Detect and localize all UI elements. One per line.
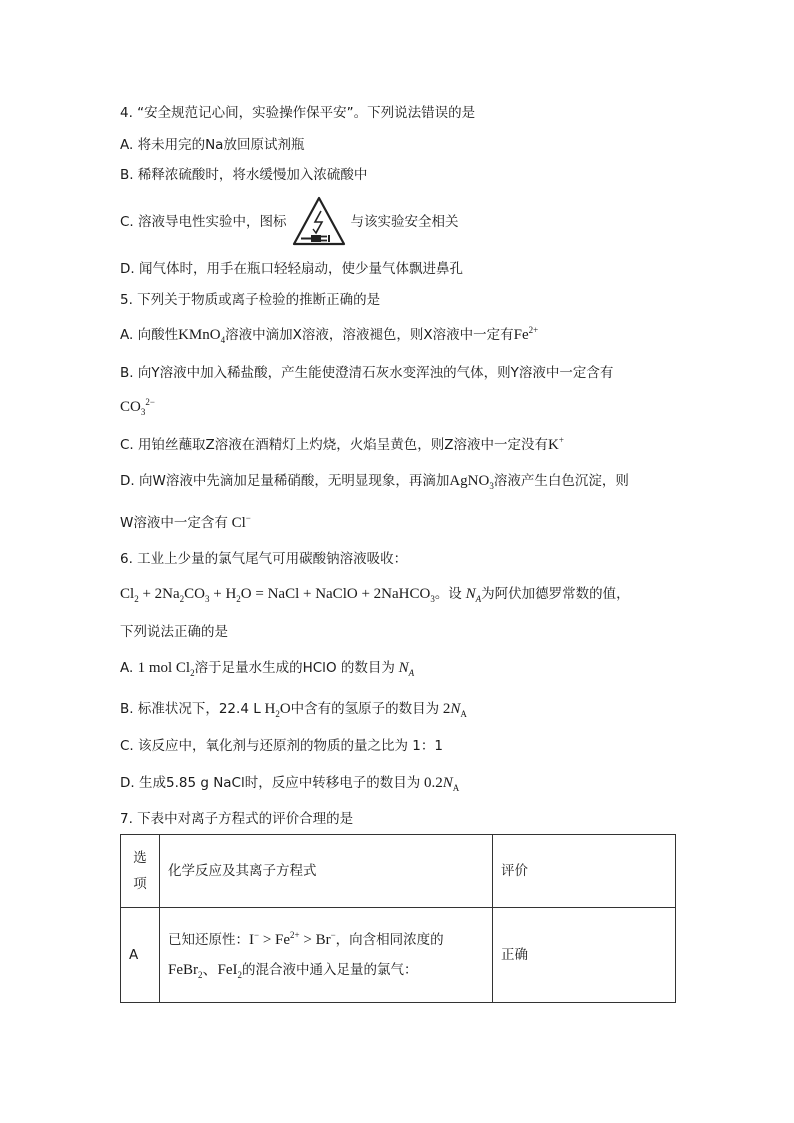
q5-option-d2-text: W溶液中一定含有	[120, 515, 228, 531]
q7-stem: 7. 下表中对离子方程式的评价合理的是	[120, 811, 354, 827]
q5-option-d-post: 溶液产生白色沉淀，则	[493, 473, 629, 489]
electric-hazard-icon	[291, 195, 347, 249]
header-reaction: 化学反应及其离子方程式	[160, 835, 493, 908]
table-row	[121, 908, 676, 1003]
q4-option-c-pre: C. 溶液导电性实验中，图标	[120, 214, 287, 230]
row-a-line1-post: ，向含相同浓度的	[335, 932, 444, 948]
q6-option-a	[120, 659, 414, 677]
q6-equation-line	[120, 585, 630, 603]
q5-stem: 5. 下列关于物质或离子检验的推断正确的是	[120, 292, 381, 308]
q6-option-b	[120, 700, 467, 718]
q4-option-d: D. 闻气体时，用手在瓶口轻轻扇动，使少量气体飘进鼻孔	[120, 261, 463, 277]
q5-option-a	[120, 326, 538, 344]
row-a-line2-post: 的混合液中通入足量的氯气：	[242, 962, 418, 978]
symbol-02na: $0.2N_A$	[420, 775, 460, 793]
q5-option-a-mid: 溶液中滴加X溶液，溶液褪色，则X溶液中一定有	[225, 327, 514, 343]
symbol-2na: $2N_A$	[439, 701, 467, 719]
formula-agno3: AgNO$_3$	[449, 473, 494, 491]
q4-option-b: B. 稀释浓硫酸时，将水缓慢加入浓硫酸中	[120, 167, 368, 183]
header-option	[121, 835, 160, 908]
symbol-na-a: $N_A$	[394, 660, 415, 678]
q6-option-a-tail: 溶于足量水生成的HClO 的数目为	[194, 660, 395, 676]
q6-stem: 6. 工业上少量的氯气尾气可用碳酸钠溶液吸收：	[120, 551, 408, 567]
q5-option-d	[120, 472, 629, 490]
q6-option-c: C. 该反应中，氧化剂与还原剂的物质的量之比为 1：1	[120, 738, 443, 754]
q5-option-c	[120, 436, 564, 454]
q6-na-note: 为阿伏加德罗常数的值，	[481, 586, 630, 602]
formula-h2o: $H_2O$	[260, 701, 291, 719]
q6-option-d	[120, 774, 459, 792]
q5-option-c-text: C. 用铂丝蘸取Z溶液在酒精灯上灼烧，火焰呈黄色，则Z溶液中一定没有	[120, 437, 549, 453]
q7-table	[120, 834, 676, 1003]
q4-option-a: A. 将未用完的Na放回原试剂瓶	[120, 137, 305, 153]
header-evaluation: 评价	[493, 835, 676, 908]
formula-kmno4: KMnO$_4$	[178, 327, 226, 345]
q6-option-b-pre: B. 标准状况下，22.4 L	[120, 701, 261, 717]
reaction-equation: $Cl_2 + 2Na_2CO_3 + H_2O$ = NaCl + NaClO + 2NaHCO$_3$	[120, 586, 435, 604]
header-option-2: 项	[133, 876, 147, 892]
q5-option-b-ion	[120, 398, 155, 416]
row-a-evaluation: 正确	[493, 908, 676, 1003]
q5-option-b: B. 向Y溶液中加入稀盐酸，产生能使澄清石灰水变浑浊的气体，则Y溶液中一定含有	[120, 365, 614, 381]
header-option-1: 选	[133, 850, 147, 866]
formula-fe2plus: $Fe^{2+}$	[513, 325, 539, 343]
q6-option-a-label: A.	[120, 660, 138, 676]
row-a-reaction	[160, 908, 493, 1003]
row-a-line1-pre: 已知还原性：	[168, 932, 249, 948]
q4-stem: 4. “安全规范记心间，实验操作保平安”。下列说法错误的是	[120, 105, 476, 121]
formula-co3: $CO_3^{2-}$	[120, 397, 155, 417]
q4-option-c-post: 与该实验安全相关	[350, 214, 459, 230]
q6-eq-tail: 。设	[434, 586, 462, 602]
formula-1molcl2: 1 mol $Cl_2$	[137, 660, 195, 678]
formula-febr2-fei2: FeBr$_2$、FeI$_2$	[168, 962, 242, 980]
q4-option-c	[120, 195, 459, 249]
q5-option-d-pre: D. 向W溶液中先滴加足量稀硝酸，无明显现象，再滴加	[120, 473, 450, 489]
formula-clminus: Cl−	[227, 513, 251, 531]
q6-option-b-mid: 中含有的氢原子的数目为	[290, 701, 440, 717]
q5-option-d-line2	[120, 514, 251, 532]
q5-option-a-pre: A. 向酸性	[120, 327, 179, 343]
row-a-option: A	[121, 908, 160, 1003]
table-header-row	[121, 835, 676, 908]
q6-option-d-pre: D. 生成5.85 g NaCl时，反应中转移电子的数目为	[120, 775, 421, 791]
symbol-na: $N_A$	[461, 586, 482, 604]
reduction-order: $I^- > Fe^{2+} > Br^-$	[249, 930, 336, 948]
formula-kplus: K+	[548, 435, 564, 453]
q6-stem2: 下列说法正确的是	[120, 624, 228, 640]
